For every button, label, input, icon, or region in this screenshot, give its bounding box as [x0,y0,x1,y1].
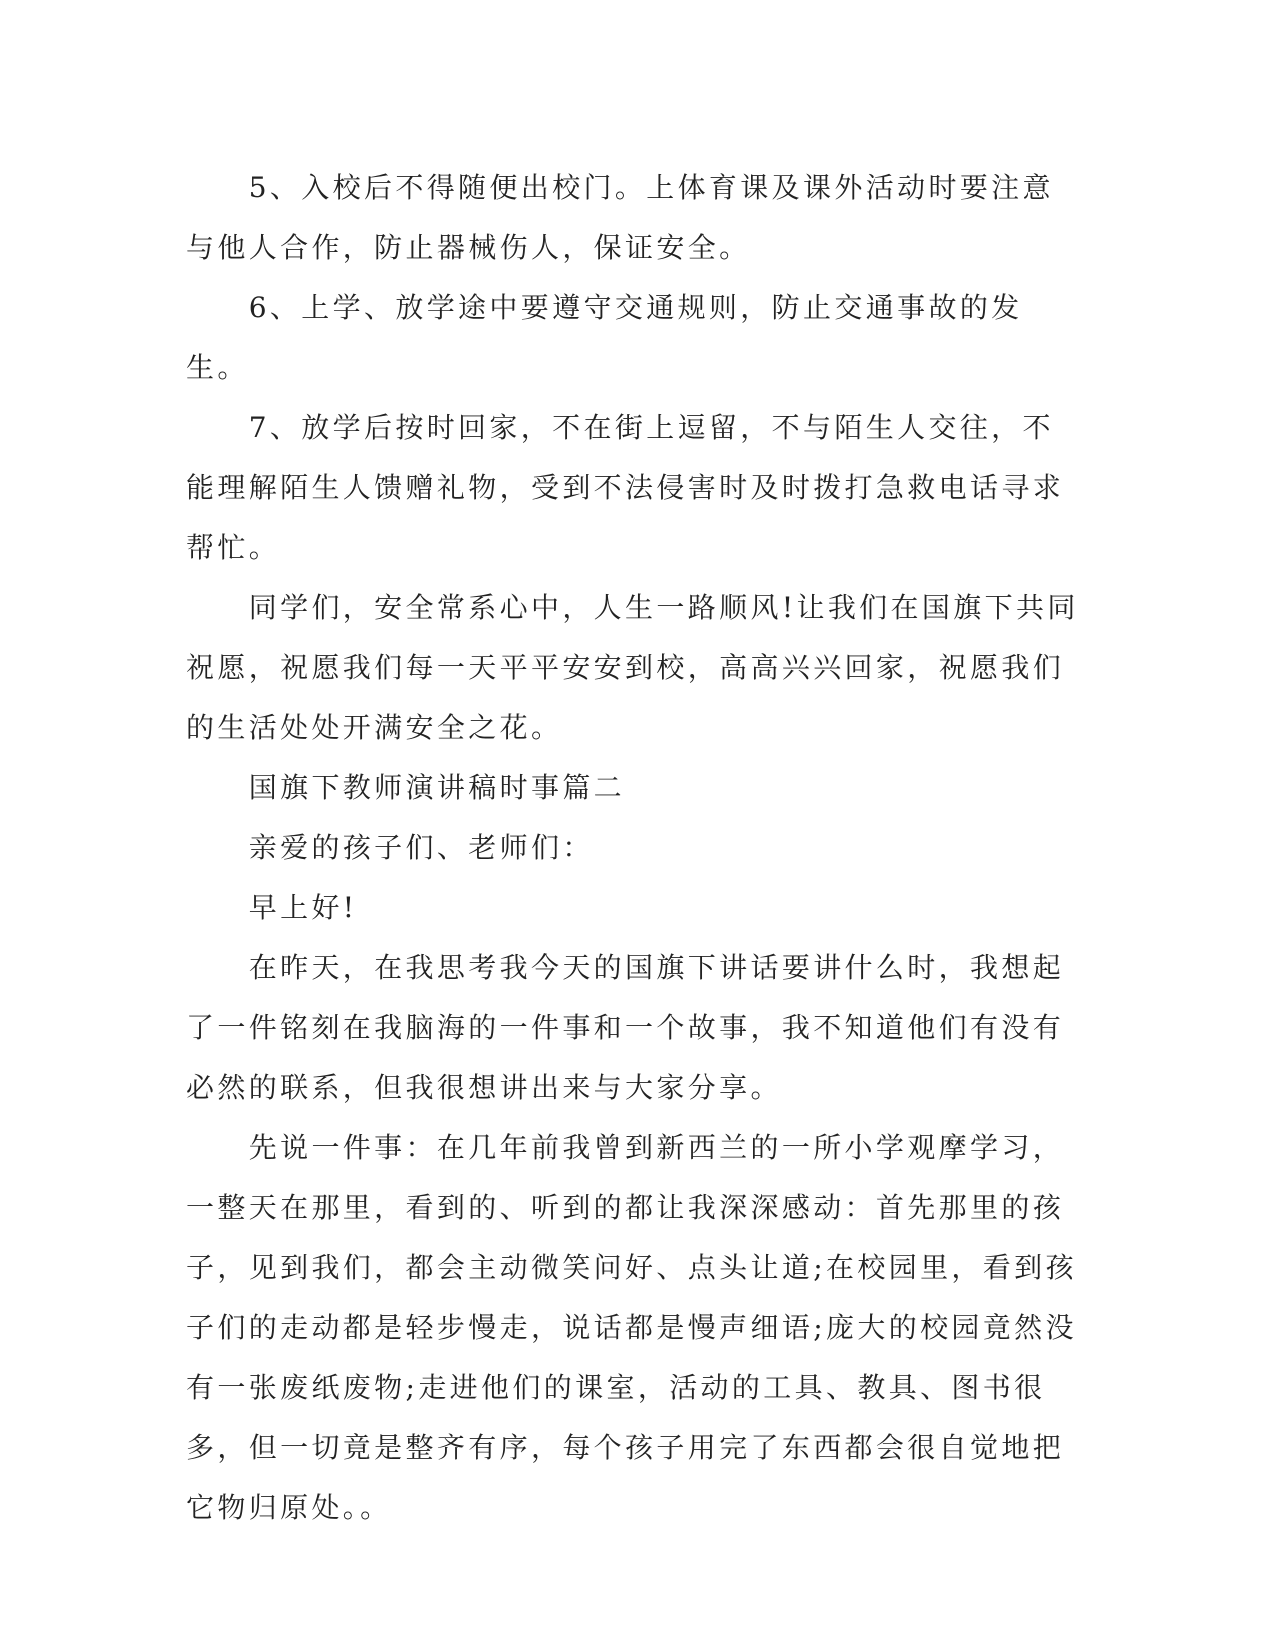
paragraph-rule-7: 7、放学后按时回家，不在街上逗留，不与陌生人交往，不能理解陌生人馈赠礼物，受到不法侵害时及时拨打急救电话寻求帮忙。 [186,411,1065,564]
paragraph-story: 先说一件事：在几年前我曾到新西兰的一所小学观摩学习，一整天在那里，看到的、听到的都让我深深感动：首先那里的孩子，见到我们，都会主动微笑问好、点头让道;在校园里，看到孩子们的走动都是轻步慢走，说话都是慢声细语;庞大的校园竟然没有一张废纸废物;走进他们的课室，活动的工具、教具、图书很多，但一切竟是整齐有序，每个孩子用完了东西都会很自觉地把它物归原处。。 [186,1131,1077,1524]
section-heading: 国旗下教师演讲稿时事篇二 [248,771,626,804]
salutation: 亲爱的孩子们、老师们： [248,831,594,864]
paragraph-rule-5: 5、入校后不得随便出校门。上体育课及课外活动时要注意与他人合作，防止器械伤人，保证安全。 [186,171,1054,264]
paragraph-intro: 在昨天，在我思考我今天的国旗下讲话要讲什么时，我想起了一件铭刻在我脑海的一件事和一个故事，我不知道他们有没有必然的联系，但我很想讲出来与大家分享。 [186,951,1065,1104]
paragraph-rule-6: 6、上学、放学途中要遵守交通规则，防止交通事故的发生。 [186,291,1023,384]
document-body [186,158,1081,1538]
greeting: 早上好! [248,891,358,924]
paragraph-closing: 同学们，安全常系心中，人生一路顺风!让我们在国旗下共同祝愿，祝愿我们每一天平平安安到校，高高兴兴回家，祝愿我们的生活处处开满安全之花。 [186,591,1079,744]
